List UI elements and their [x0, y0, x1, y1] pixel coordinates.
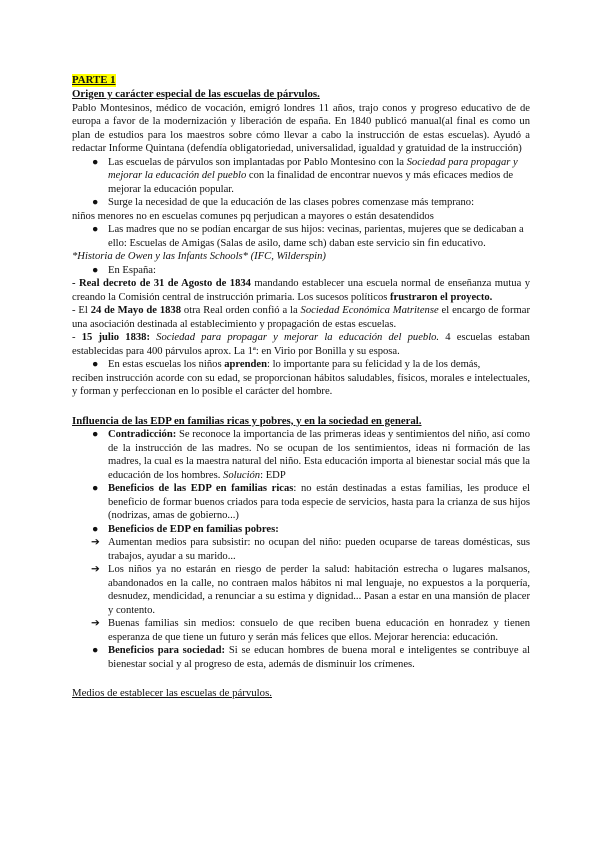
bullet-item-espana: ● En España: — [92, 264, 156, 276]
bullet-icon: ● — [92, 156, 99, 168]
bullet-icon: ● — [92, 359, 99, 370]
bullet-icon: ● — [92, 264, 99, 276]
bullet-icon: ● — [92, 483, 99, 494]
bullet-item-sociedad: ● Beneficios para sociedad: Si se educan hombres de buena moral e inteligentes se contribuye al bienestar social y al progreso de esta, además de disminuir los crímenes. — [92, 645, 530, 670]
arrow-right-icon: ➔ — [91, 618, 100, 629]
bullet-item-familias-pobres: ● Beneficios de EDP en familias pobres: — [92, 523, 279, 535]
arrow-right-icon: ➔ — [91, 537, 100, 548]
bullet-icon: ● — [92, 523, 99, 535]
text-reciben-instruccion: reciben instrucción acorde con su edad, se proporcionan hábitos saludables, físicos, morales e intelectuales, y forman y perfeccionan en lo posible el carácter del hombre. — [72, 372, 530, 397]
bullet-icon: ● — [92, 645, 99, 656]
section-heading-influencia: Influencia de las EDP en familias ricas y pobres, y en la sociedad en general. — [72, 414, 422, 427]
arrow-item-buenas-familias: ➔ Buenas familias sin medios: consuelo de que reciben buena educación en honradez y tienen esperanza de que tiene un futuro y serán más felices que ellos. Mejorar herencia: educación. — [91, 618, 530, 643]
text-historia-owen: *Historia de Owen y las Infants Schools* (IFC, Wilderspin) — [72, 251, 326, 262]
section-heading-medios: Medios de establecer las escuelas de párvulos. — [72, 687, 272, 699]
bullet-icon: ● — [92, 429, 99, 440]
arrow-item-salud: ➔ Los niños ya no estarán en riesgo de perder la salud: habitación estrecha o lugares malsanos, abandonados en la calle, no contraen malos hábitos ni mal lenguaje, no expuestos a la porquería, desnudez, mendicidad, a renunciar a su estima y dignidad... Pasan a estar en una mansión de placer y contento. — [91, 564, 530, 616]
text-real-orden-1838: - El 24 de Mayo de 1838 otra Real orden confió a la Sociedad Económica Matritense el encargo de formar una asociación destinada al establecimiento y propagación de estas escuelas. — [72, 305, 530, 330]
bullet-item-aprenden: ● En estas escuelas los niños aprenden: lo importante para su felicidad y la de los demás, — [92, 359, 481, 370]
part-title: PARTE 1 — [72, 74, 116, 86]
bullet-item-implantadas: ● Las escuelas de párvulos son implantadas por Pablo Montesino con la Sociedad para propagar y mejorar la educación del pueblo con la finalidad de encontrar nuevos y más eficaces medios de mejorar la educación popular. — [92, 156, 518, 195]
text-real-decreto-1834: - Real decreto de 31 de Agosto de 1834 mandando establecer una escuela normal de enseñanza mutua y creando la Comisión central de instrucción primaria. Los sucesos políticos frustraron el proyecto. — [72, 278, 530, 303]
text-julio-1838: - 15 julio 1838: Sociedad para propagar y mejorar la educación del pueblo. 4 escuelas estaban establecidas para 400 párvulos aprox. La 1ª: en Virio por Bonilla y su esposa. — [72, 332, 530, 357]
bullet-item-necesidad: ● Surge la necesidad de que la educación de las clases pobres comenzase más temprano: — [92, 197, 475, 208]
arrow-right-icon: ➔ — [91, 564, 100, 575]
arrow-item-medios: ➔ Aumentan medios para subsistir: no ocupan del niño: pueden ocuparse de tareas domésticas, sus trabajos, ayudar a su marido... — [91, 537, 530, 562]
bullet-icon: ● — [92, 224, 99, 235]
text-ninos-menores: niños menores no en escuelas comunes pq perjudican a mayores o están desatendidos — [72, 210, 434, 222]
section-heading-origen: Origen y carácter especial de las escuelas de párvulos. — [72, 88, 320, 100]
bullet-icon: ● — [92, 197, 99, 208]
bullet-item-familias-ricas: ● Beneficios de las EDP en familias ricas: no están destinadas a estas familias, les produce el beneficio de formar buenos criados para toda especie de servicios, hasta para la crianza de sus hijos (nodrizas, amas de gobierno...) — [92, 483, 530, 521]
bullet-item-madres: ● Las madres que no se podían encargar de sus hijos: vecinas, parientas, mujeres que se dedicaban a ello: Escuelas de Amigas (Salas de asilo, dame sch) daban este servicio sin fin educativo. — [92, 224, 524, 249]
bullet-item-contradiccion: ● Contradicción: Se reconoce la importancia de las primeras ideas y sentimientos del niño, así como de la instrucción de las madres. No se ocupan de los sentimientos, ideas ni formación de las madres, la cual es la maestra natural del niño. Esta educación importa al bienestar social más que la educación de los hombres. Solución: EDP — [92, 429, 530, 481]
intro-paragraph: Pablo Montesinos, médico de vocación, emigró londres 11 años, trajo conos y progreso educativo de de europa a favor de la modernización y liberación de españa. En 1840 publicó manual(al final es como un plan de estudios para los maestros sobre cómo llevar a cabo la instrucción de estas escuelas). Ayudó a redactar Informe Quintana (defendía obligatoriedad, universalidad, igualdad y gratuidad de la instrucción) — [72, 102, 530, 154]
